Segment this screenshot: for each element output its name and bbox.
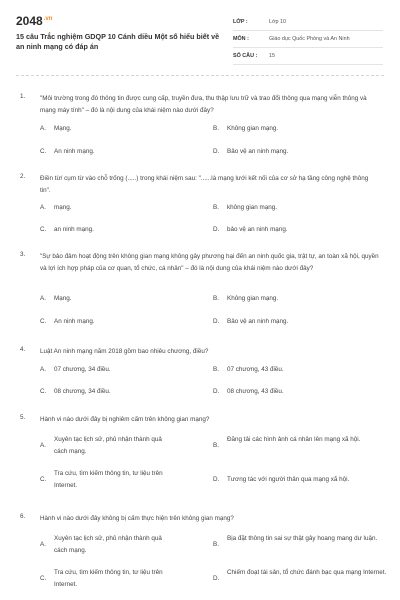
option-letter: A. [40,125,46,132]
meta-label: SỐ CÂU : [233,53,258,59]
meta-value: Giáo dục Quốc Phòng và An Ninh [269,36,350,42]
page-title: 15 câu Trắc nghiệm GDQP 10 Cánh diều Một số hiểu biết về an ninh mạng có đáp án [16,32,220,51]
option-letter: D. [213,318,220,325]
question-text: Điền từ/ cụm từ vào chỗ trống (.....) trong khái niệm sau: "......là mạng lưới kết nối của cơ sở hạ tầng công nghệ thông tin". [40,175,369,194]
meta-row-subject [233,31,383,48]
option-text: Xuyên tạc lịch sử, phủ nhận thành quả cách mạng. [54,436,162,455]
header-divider [16,75,384,76]
option-letter: B. [213,204,219,211]
option-letter: A. [40,366,46,373]
option-letter: D. [213,476,220,483]
option-letter: A. [40,442,46,449]
question-text: "Sự bảo đảm hoạt động trên không gian mạng không gây phương hại đến an ninh quốc gia, trật tự, an toàn xã hội, quyền và lợi ích hợp pháp của cơ quan, tổ chức, cá nhân" – đó là nội dung của khái niệm nào dưới đây? [40,253,379,272]
option-letter: B. [213,442,219,449]
option-text: Bịa đặt thông tin sai sự thật gây hoang mang dư luận. [227,535,378,542]
option-text: mạng. [54,204,72,211]
question-text: Hành vi nào dưới đây không bị cấm thực hiện trên không gian mạng? [40,515,234,522]
logo-text: 2048 [16,14,43,28]
question-number: 6. [20,513,26,520]
option-text: Bảo vệ an ninh mạng. [227,148,289,155]
logo-suffix: .vn [43,16,53,22]
question-number: 3. [20,251,26,258]
option-text: Xuyên tạc lịch sử, phủ nhận thành quả cách mạng. [54,535,162,554]
option-letter: C. [40,226,47,233]
option-text: Mạng. [54,295,72,302]
option-text: bảo vệ an ninh mạng. [227,226,288,233]
site-logo[interactable] [16,14,52,28]
option-text: Không gian mạng. [227,295,279,302]
question-number: 2. [20,173,26,180]
meta-row-count [233,48,383,65]
meta-table [233,14,383,65]
option-text: Không gian mạng. [227,125,279,132]
question-number: 5. [20,414,26,421]
option-letter: B. [213,125,219,132]
option-letter: D. [213,148,220,155]
option-letter: D. [213,226,220,233]
question-text: Luật An ninh mạng năm 2018 gồm bao nhiêu chương, điều? [40,348,209,355]
option-text: An ninh mạng. [54,148,95,155]
question-text: Hành vi nào dưới đây bị nghiêm cấm trên không gian mạng? [40,416,210,423]
meta-row-class [233,14,383,31]
option-letter: C. [40,476,47,483]
option-letter: D. [213,388,220,395]
question-number: 4. [20,346,26,353]
meta-label: MÔN : [233,36,249,42]
option-letter: A. [40,204,46,211]
option-letter: C. [40,318,47,325]
meta-value: 15 [269,53,275,59]
option-text: 07 chương, 43 điều. [227,366,284,373]
option-text: Đăng tải các hình ảnh cá nhân lên mạng xã hội. [227,436,361,443]
option-text: Tra cứu, tìm kiếm thông tin, tư liệu trên Internet. [54,569,163,588]
option-text: an ninh mạng. [54,226,94,233]
option-letter: B. [213,366,219,373]
option-text: không gian mạng. [227,204,278,211]
question-text: "Môi trường trong đó thông tin được cung cấp, truyền đưa, thu thập lưu trữ và trao đổi thông qua mạng viễn thông và mạng máy tính" – đó là nội dung của khái niệm nào dưới đây? [40,95,367,114]
option-text: Mạng. [54,125,72,132]
option-letter: C. [40,148,47,155]
option-letter: D. [213,575,220,582]
option-text: Tra cứu, tìm kiếm thông tin, tư liệu trên Internet. [54,470,163,489]
option-letter: C. [40,575,47,582]
option-text: 08 chương, 43 điều. [227,388,284,395]
option-letter: C. [40,388,47,395]
option-text: 08 chương, 34 điều. [54,388,111,395]
page-header [0,0,400,76]
question-number: 1. [20,93,26,100]
option-text: 07 chương, 34 điều. [54,366,111,373]
option-text: Chiếm đoạt tài sản, tổ chức đánh bạc qua mạng Internet. [227,569,387,576]
meta-label: LỚP : [233,19,248,25]
option-text: An ninh mạng. [54,318,95,325]
option-letter: B. [213,295,219,302]
option-letter: A. [40,541,46,548]
option-letter: B. [213,541,219,548]
option-text: Bảo vệ an ninh mạng. [227,318,289,325]
option-letter: A. [40,295,46,302]
option-text: Tương tác với người thân qua mạng xã hội. [227,476,350,483]
meta-value: Lớp 10 [269,19,287,25]
